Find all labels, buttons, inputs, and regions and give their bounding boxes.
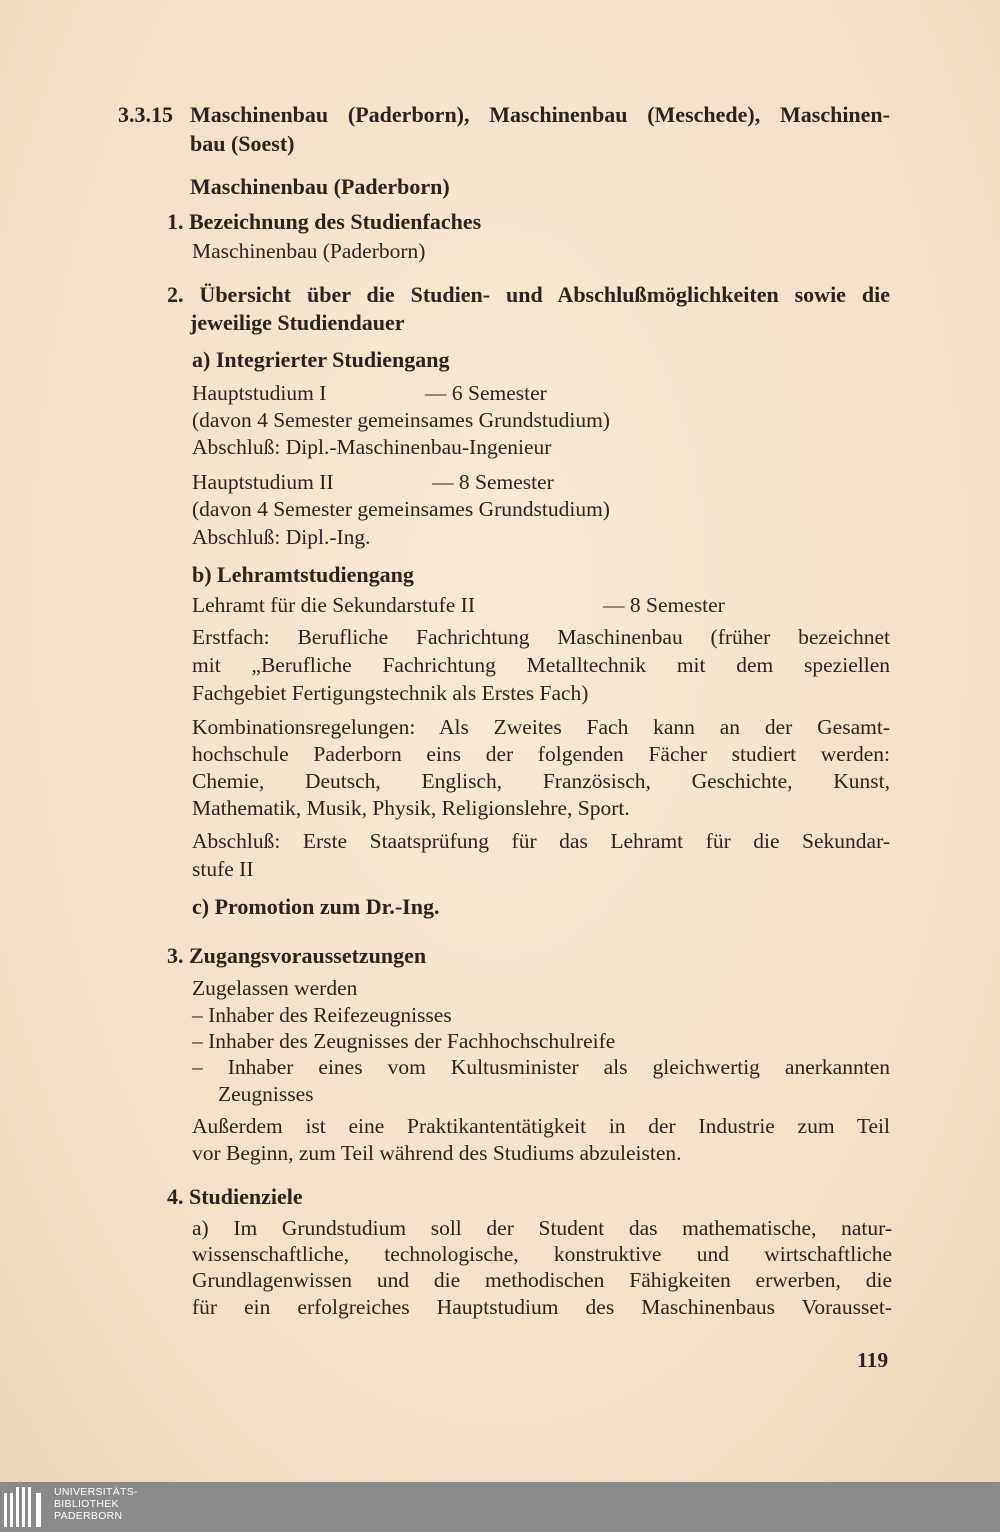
s2b-kombi-line2: hochschule Paderborn eins der folgenden Fächer studiert werden: bbox=[192, 742, 890, 766]
s4a-line4: für ein erfolgreiches Hauptstudium des Maschinenbaus Vorausset- bbox=[192, 1295, 892, 1319]
s2a-title: a) Integrierter Studiengang bbox=[192, 347, 450, 372]
s4a-line2: wissenschaftliche, technologische, konstruktive und wirtschaftliche bbox=[192, 1242, 892, 1266]
s2a-h2-note: (davon 4 Semester gemeinsames Grundstudium) bbox=[192, 497, 610, 521]
s2a-h2-degree: Abschluß: Dipl.-Ing. bbox=[192, 525, 371, 549]
s2a-h1-degree: Abschluß: Dipl.-Maschinenbau-Ingenieur bbox=[192, 435, 552, 459]
subheading: Maschinenbau (Paderborn) bbox=[190, 174, 450, 199]
logo-line3: PADERBORN bbox=[54, 1510, 123, 1522]
s2b-abschluss-line1: Abschluß: Erste Staatsprüfung für das Lehramt für die Sekundar- bbox=[192, 829, 890, 853]
page-number: 119 bbox=[857, 1348, 889, 1372]
library-logo-icon bbox=[4, 1487, 48, 1527]
s2a-h1-value: — 6 Semester bbox=[425, 381, 547, 405]
library-logo-text bbox=[54, 1486, 174, 1522]
section-heading-line2: bau (Soest) bbox=[190, 131, 295, 156]
s4-title: 4. Studienziele bbox=[167, 1184, 303, 1209]
s2a-h2-label: Hauptstudium II bbox=[192, 470, 334, 494]
s3-item-3: – Inhaber eines vom Kultusminister als gleichwertig anerkannten bbox=[192, 1055, 890, 1079]
s2b-title: b) Lehramtstudiengang bbox=[192, 562, 414, 587]
section-number: 3.3.15 bbox=[118, 102, 173, 127]
s3-item-2: – Inhaber des Zeugnisses der Fachhochschulreife bbox=[192, 1029, 616, 1053]
s2-title-line1: 2. Übersicht über die Studien- und Abschlußmöglichkeiten sowie die bbox=[167, 282, 890, 307]
s2b-erstfach-line1: Erstfach: Berufliche Fachrichtung Maschinenbau (früher bezeichnet bbox=[192, 625, 890, 649]
s2b-kombi-line3: Chemie, Deutsch, Englisch, Französisch, Geschichte, Kunst, bbox=[192, 769, 890, 793]
s2-title-line2: jeweilige Studiendauer bbox=[190, 310, 405, 335]
s2b-value: — 8 Semester bbox=[603, 593, 725, 617]
s3-title: 3. Zugangsvoraussetzungen bbox=[167, 943, 427, 968]
s1-body: Maschinenbau (Paderborn) bbox=[192, 239, 426, 263]
s3-praktikum-line2: vor Beginn, zum Teil während des Studiums abzuleisten. bbox=[192, 1141, 682, 1165]
section-heading-line1: Maschinenbau (Paderborn), Maschinenbau (Meschede), Maschinen- bbox=[190, 102, 890, 127]
s2a-h1-label: Hauptstudium I bbox=[192, 381, 327, 405]
logo-line1: UNIVERSITÄTS- bbox=[54, 1486, 138, 1498]
s4a-line1: a) Im Grundstudium soll der Student das mathematische, natur- bbox=[192, 1216, 892, 1240]
s2a-h1-note: (davon 4 Semester gemeinsames Grundstudium) bbox=[192, 408, 610, 432]
s2c-title: c) Promotion zum Dr.-Ing. bbox=[192, 894, 440, 919]
s2b-kombi-line4: Mathematik, Musik, Physik, Religionslehre, Sport. bbox=[192, 796, 630, 820]
s2b-kombi-line1: Kombinationsregelungen: Als Zweites Fach kann an der Gesamt- bbox=[192, 715, 890, 739]
s3-item-1: – Inhaber des Reifezeugnisses bbox=[192, 1003, 452, 1027]
s4a-line3: Grundlagenwissen und die methodischen Fähigkeiten erwerben, die bbox=[192, 1268, 892, 1292]
s3-item-3-cont: Zeugnisses bbox=[218, 1082, 314, 1106]
s1-title: 1. Bezeichnung des Studienfaches bbox=[167, 209, 482, 234]
s2b-erstfach-line3: Fachgebiet Fertigungstechnik als Erstes Fach) bbox=[192, 681, 589, 705]
logo-line2: BIBLIOTHEK bbox=[54, 1498, 119, 1510]
s2b-erstfach-line2: mit „Berufliche Fachrichtung Metalltechnik mit dem speziellen bbox=[192, 653, 890, 677]
s3-praktikum-line1: Außerdem ist eine Praktikantentätigkeit in der Industrie zum Teil bbox=[192, 1114, 890, 1138]
s2b-label: Lehramt für die Sekundarstufe II bbox=[192, 593, 475, 617]
s2a-h2-value: — 8 Semester bbox=[432, 470, 554, 494]
s3-intro: Zugelassen werden bbox=[192, 976, 358, 1000]
s2b-abschluss-line2: stufe II bbox=[192, 857, 254, 881]
